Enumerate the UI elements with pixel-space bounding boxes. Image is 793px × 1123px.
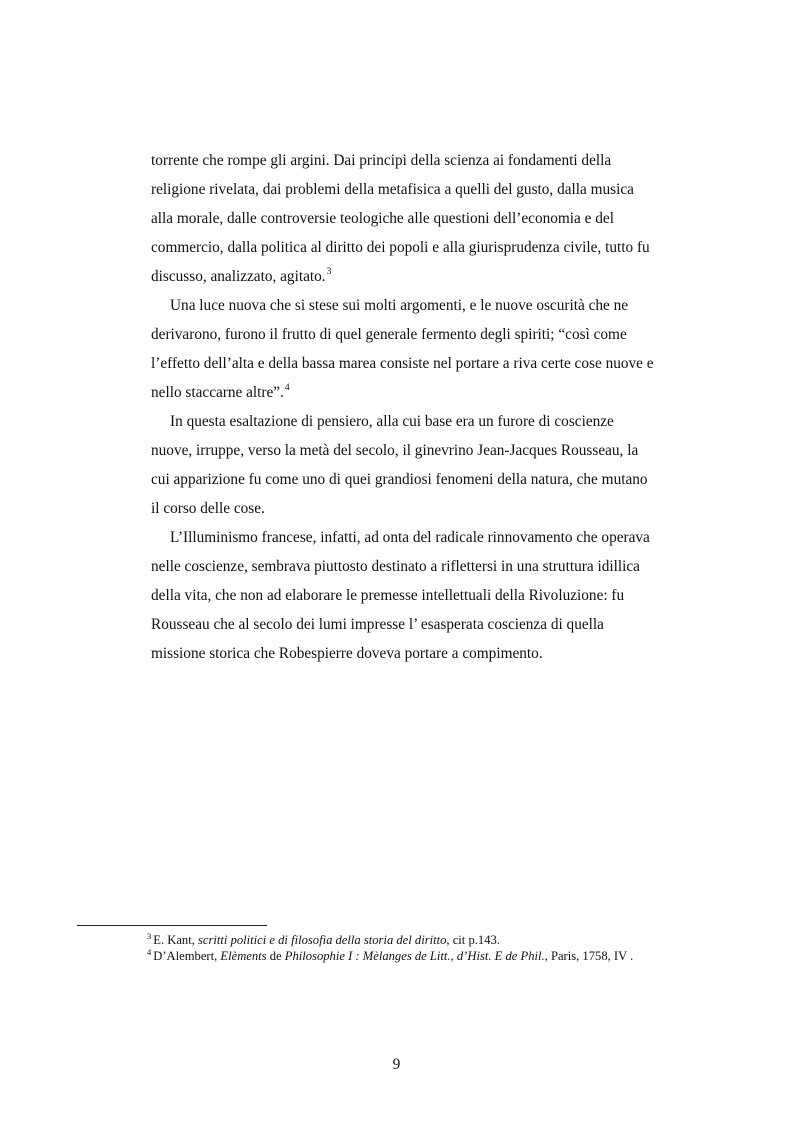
text-line-last <box>151 378 656 407</box>
text-line: In questa esaltazione di pensiero, alla cui base era un furore di coscienze <box>170 413 614 430</box>
footnote-italic-run: Elèments <box>220 948 267 963</box>
text-line: della vita, che non ad elaborare le premesse intellettuali della Rivoluzione: fu <box>151 587 625 604</box>
footnote-3 <box>147 933 747 949</box>
text-line: l’effetto dell’alta e della bassa marea consiste nel portare a riva certe cose nuove e <box>151 355 654 372</box>
paragraph-2 <box>151 291 656 407</box>
footnote-reference-4[interactable]: 4 <box>284 383 290 393</box>
text-line: nuove, irruppe, verso la metà del secolo, il ginevrino Jean-Jacques Rousseau, la <box>151 442 639 459</box>
text-line: religione rivelata, dai problemi della metafisica a quelli del gusto, dalla musica <box>151 181 634 198</box>
footnotes <box>147 933 747 964</box>
footnote-reference-3[interactable]: 3 <box>326 267 332 277</box>
text-line-last: il corso delle cose. <box>151 500 265 517</box>
text-line: Una luce nuova che si stese sui molti argomenti, e le nuove oscurità che ne <box>170 297 629 314</box>
footnote-number: 3 <box>147 931 152 941</box>
footnote-run: de <box>266 948 285 963</box>
text-line-last <box>151 262 656 291</box>
footnote-text <box>153 933 500 947</box>
text-line: torrente che rompe gli argini. Dai principi della scienza ai fondamenti della <box>151 152 612 169</box>
text-line-content: discusso, analizzato, agitato. <box>151 268 326 285</box>
text-line: nelle coscienze, sembrava piuttosto destinato a riflettersi in una struttura idillica <box>151 558 640 575</box>
footnote-number: 4 <box>147 946 152 957</box>
text-line: Rousseau che al secolo dei lumi impresse l’ esasperata coscienza di quella <box>151 616 604 633</box>
paragraph-3 <box>151 407 656 523</box>
footnote-italic-run: Philosophie I : Mèlanges de Litt., d’Hist. E de Phil., <box>284 948 548 963</box>
footnote-text <box>153 949 633 963</box>
page-number: 9 <box>392 1056 401 1073</box>
text-line-last: missione storica che Robespierre doveva portare a compimento. <box>151 645 543 662</box>
footnote-run: Paris, 1758, IV . <box>547 948 634 963</box>
paragraph-4 <box>151 523 656 668</box>
text-line: derivarono, furono il frutto di quel generale fermento degli spiriti; “così come <box>151 326 627 343</box>
footnote-separator <box>77 925 267 926</box>
text-line-content: nello staccarne altre”. <box>151 384 284 401</box>
paragraph-1 <box>151 146 656 291</box>
text-line: L’Illuminismo francese, infatti, ad onta del radicale rinnovamento che operava <box>170 529 650 546</box>
body-text <box>151 146 656 668</box>
footnote-run: E. Kant, <box>153 933 199 947</box>
footnote-italic-run: scritti politici e di filosofia della storia del diritto, <box>198 933 450 947</box>
footnote-run: D’Alembert, <box>153 948 221 963</box>
footnote-4 <box>147 946 747 965</box>
text-line: cui apparizione fu come uno di quei grandiosi fenomeni della natura, che mutano <box>151 471 648 488</box>
text-line: alla morale, dalle controversie teologiche alle questioni dell’economia e del <box>151 210 614 227</box>
footnote-run: cit p.143. <box>449 933 500 947</box>
text-line: commercio, dalla politica al diritto dei popoli e alla giurisprudenza civile, tutto fu <box>151 239 650 256</box>
